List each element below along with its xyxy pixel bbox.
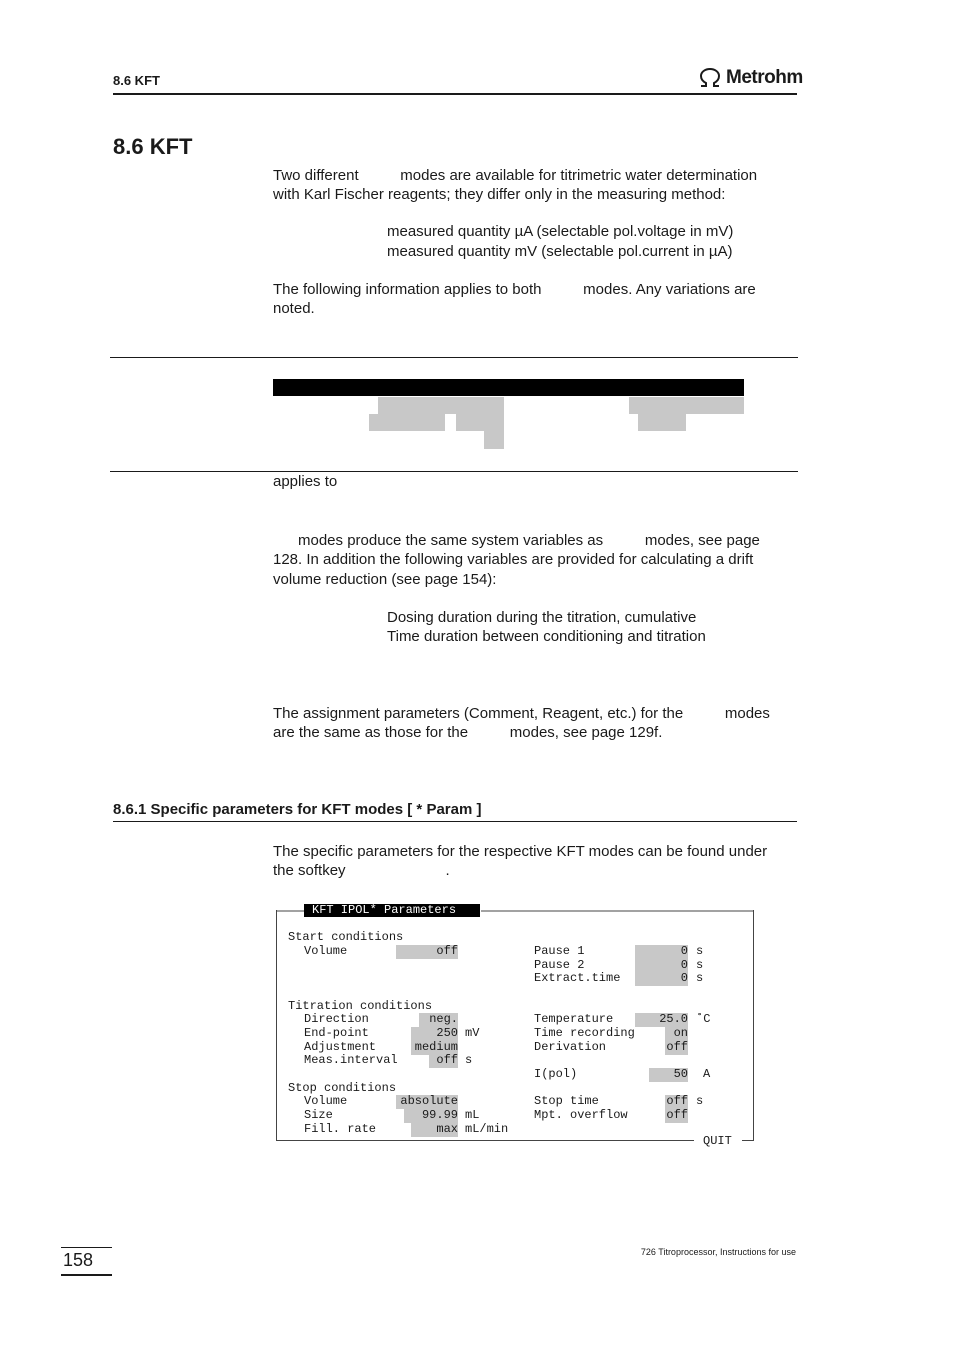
assign-line-1: The assignment parameters (Comment, Reagent, etc.) for the modes (273, 705, 770, 722)
sysvars-line-1: modes produce the same system variables as modes, see page (273, 532, 760, 549)
derivation-label: Derivation (534, 1040, 607, 1054)
subsection-rule (113, 821, 797, 822)
page-number-rule (61, 1274, 112, 1276)
note-line-2: noted. (273, 300, 315, 317)
definition-2: measured quantity mV (selectable pol.current in µA) (387, 243, 733, 260)
size-value[interactable]: 99.99 (404, 1109, 458, 1123)
gray-block-5 (629, 397, 744, 414)
applies-to-text: applies to (273, 473, 338, 490)
specific-line-1: The specific parameters for the respective KFT modes can be found under (273, 843, 768, 860)
meas-interval-label: Meas.interval (304, 1053, 398, 1067)
gray-block-4 (484, 431, 504, 449)
fill-rate-unit: mL/min (465, 1122, 509, 1136)
direction-value[interactable]: neg. (419, 1013, 458, 1027)
divider-bottom (110, 471, 798, 472)
fill-rate-value[interactable]: max (411, 1123, 458, 1137)
page-title: 8.6 KFT (113, 134, 193, 159)
ipol-value[interactable]: 50 (649, 1068, 688, 1082)
mpt-overflow-value[interactable]: off (666, 1108, 688, 1122)
footer-doc-title: 726 Titroprocessor, Instructions for use (640, 1247, 796, 1257)
pause1-unit: s (696, 944, 704, 958)
stop-time-label: Stop time (534, 1094, 599, 1108)
temperature-label: Temperature (534, 1012, 614, 1026)
stop-time-unit: s (696, 1094, 704, 1108)
assign-line-2: are the same as those for the modes, see page 129f. (273, 724, 663, 741)
direction-label: Direction (304, 1012, 369, 1026)
extract-time-label: Extract.time (534, 971, 621, 985)
stop-time-value[interactable]: off (666, 1094, 688, 1108)
black-bar (273, 379, 744, 396)
start-conditions-label: Start conditions (288, 930, 404, 944)
screen-title: KFT IPOL* Parameters (304, 904, 480, 917)
ipol-label: I(pol) (534, 1067, 578, 1081)
page-number-top-rule (61, 1247, 112, 1248)
intro-line-1: Two different modes are available for titrimetric water determination (273, 167, 758, 184)
definition-1: measured quantity µA (selectable pol.voltage in mV) (387, 223, 734, 240)
extract-time-unit: s (696, 971, 704, 985)
mpt-overflow-label: Mpt. overflow (534, 1108, 628, 1122)
stop-conditions-label: Stop conditions (288, 1081, 397, 1095)
note-line-1: The following information applies to both modes. Any variations are (273, 281, 756, 298)
endpoint-label: End-point (304, 1026, 369, 1040)
header-rule (113, 93, 797, 95)
pause2-unit: s (696, 958, 704, 972)
gray-block-6 (638, 414, 686, 431)
sysvars-line-2: 128. In addition the following variables are provided for calculating a drift (273, 551, 754, 568)
temperature-unit: ˚C (696, 1012, 711, 1026)
pause2-label: Pause 2 (534, 958, 585, 972)
ipol-unit: A (703, 1067, 711, 1081)
stop-volume-label: Volume (304, 1094, 348, 1108)
derivation-value[interactable]: off (666, 1040, 688, 1054)
adjustment-value[interactable]: medium (411, 1041, 458, 1055)
omega-logo-icon (698, 68, 722, 88)
divider-top (110, 357, 798, 358)
titration-conditions-label: Titration conditions (288, 999, 433, 1013)
temperature-value[interactable]: 25.0 (635, 1013, 688, 1027)
sysvar-definition-2: Time duration between conditioning and titration (387, 628, 706, 645)
endpoint-unit: mV (465, 1026, 480, 1040)
adjustment-label: Adjustment (304, 1040, 377, 1054)
pause1-value[interactable]: 0 (635, 945, 688, 959)
meas-interval-value[interactable]: off (429, 1054, 458, 1068)
parameter-screen (276, 903, 754, 1148)
running-header: 8.6 KFT (113, 73, 160, 88)
gray-block-1 (378, 397, 504, 414)
volume-value[interactable]: off (396, 945, 458, 959)
brand-name: Metrohm (726, 67, 803, 88)
gray-block-3 (456, 414, 504, 431)
specific-line-2: the softkey . (273, 862, 450, 879)
pause2-value[interactable]: 0 (635, 959, 688, 973)
volume-label: Volume (304, 944, 348, 958)
size-label: Size (304, 1108, 333, 1122)
page-number: 158 (63, 1250, 94, 1270)
size-unit: mL (465, 1108, 480, 1122)
extract-time-value[interactable]: 0 (635, 972, 688, 986)
quit-softkey[interactable]: QUIT (703, 1134, 732, 1148)
brand-logo (698, 66, 803, 90)
sysvar-definition-1: Dosing duration during the titration, cumulative (387, 609, 697, 626)
subsection-heading: 8.6.1 Specific parameters for KFT modes [ * Param ] (113, 801, 482, 818)
gray-block-2 (369, 414, 445, 431)
sysvars-line-3: volume reduction (see page 154): (273, 571, 497, 588)
meas-interval-unit: s (465, 1053, 473, 1067)
intro-line-2: with Karl Fischer reagents; they differ only in the measuring method: (273, 186, 726, 203)
fill-rate-label: Fill. rate (304, 1122, 377, 1136)
endpoint-value[interactable]: 250 (411, 1027, 458, 1041)
time-recording-value[interactable]: on (665, 1027, 688, 1041)
pause1-label: Pause 1 (534, 944, 585, 958)
time-recording-label: Time recording (534, 1026, 635, 1040)
stop-volume-value[interactable]: absolute (396, 1095, 458, 1109)
